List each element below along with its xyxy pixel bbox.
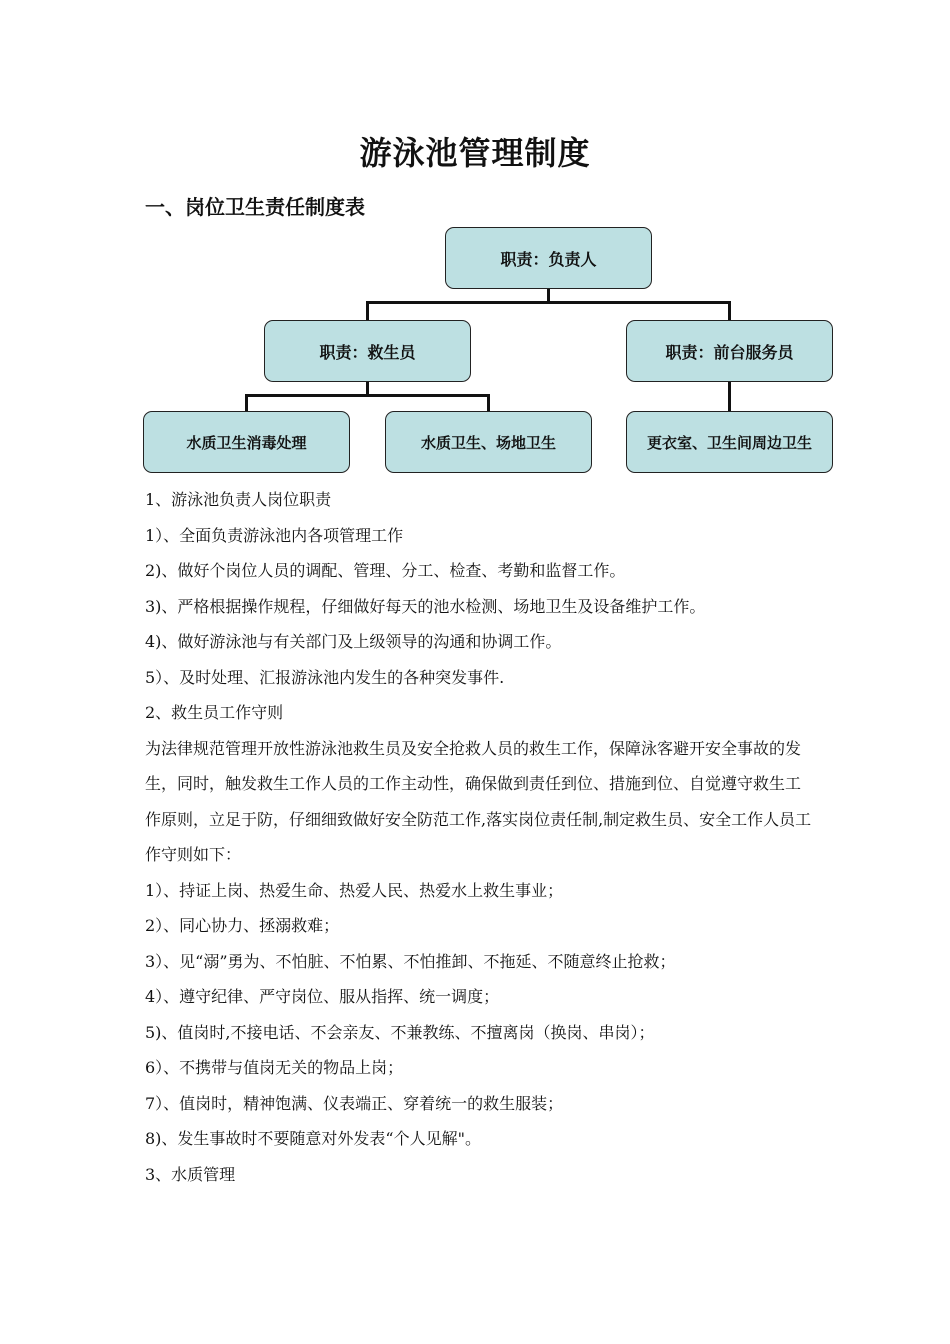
text-line: 6）、不携带与值岗无关的物品上岗； [145,1058,404,1077]
text-line: 5)、值岗时,不接电话、不会亲友、不兼教练、不擅离岗（换岗、串岗）； [145,1022,655,1042]
org-node-water-site-hygiene: 水质卫生、场地卫生 [385,411,592,473]
org-node-water-disinfection: 水质卫生消毒处理 [143,411,350,473]
text-line: 2）、同心协力、拯溺救难； [145,916,340,935]
org-chart [0,0,950,480]
text-line: 5）、及时处理、汇报游泳池内发生的各种突发事件. [145,667,505,687]
text-line: 4)、做好游泳池与有关部门及上级领导的沟通和协调工作。 [145,632,562,651]
body-text [145,482,815,1192]
connector-bottom-bar [245,394,490,397]
org-node-root: 职责：负责人 [445,227,652,289]
connector-left-down [366,301,369,321]
text-line: 4）、遵守纪律、严守岗位、服从指挥、统一调度； [145,987,500,1006]
connector-top-bar [366,301,731,304]
connector-leaf3-down [728,380,731,412]
org-node-lifeguard: 职责：救生员 [264,320,471,382]
text-line: 1、游泳池负责人岗位职责 [145,490,332,509]
text-line: 3、水质管理 [145,1164,236,1184]
connector-leaf1-down [245,394,248,412]
text-paragraph: 为法律规范管理开放性游泳池救生员及安全抢救人员的救生工作，保障泳客避开安全事故的发生，同时，触发救生工作人员的工作主动性，确保做到责任到位、措施到位、自觉遵守救生工作原则，立足于防，仔细细致做好安全防范工作,落实岗位责任制,制定救生员、安全工作人员工作守则如下： [145,738,812,864]
text-line: 1）、持证上岗、热爱生命、热爱人民、热爱水上救生事业； [145,880,564,900]
section-heading: 一、岗位卫生责任制度表 [145,195,365,219]
text-line: 2)、做好个岗位人员的调配、管理、分工、检查、考勤和监督工作。 [145,561,626,580]
text-line: 1）、全面负责游泳池内各项管理工作 [145,525,404,545]
text-line: 7）、值岗时，精神饱满、仪表端正、穿着统一的救生服装； [145,1093,564,1113]
text-line: 2、救生员工作守则 [145,703,284,722]
page-title: 游泳池管理制度 [359,134,591,172]
text-line: 8)、发生事故时不要随意对外发表“个人见解"。 [145,1129,481,1148]
connector-leaf2-down [487,394,490,412]
text-line: 3）、见“溺”勇为、不怕脏、不怕累、不怕推卸、不拖延、不随意终止抢救； [145,951,676,971]
org-node-locker-restroom: 更衣室、卫生间周边卫生 [626,411,833,473]
text-line: 3)、严格根据操作规程，仔细做好每天的池水检测、场地卫生及设备维护工作。 [145,596,706,616]
connector-right-down [728,301,731,321]
org-node-front-desk: 职责：前台服务员 [626,320,833,382]
connector-root-down [547,288,550,302]
